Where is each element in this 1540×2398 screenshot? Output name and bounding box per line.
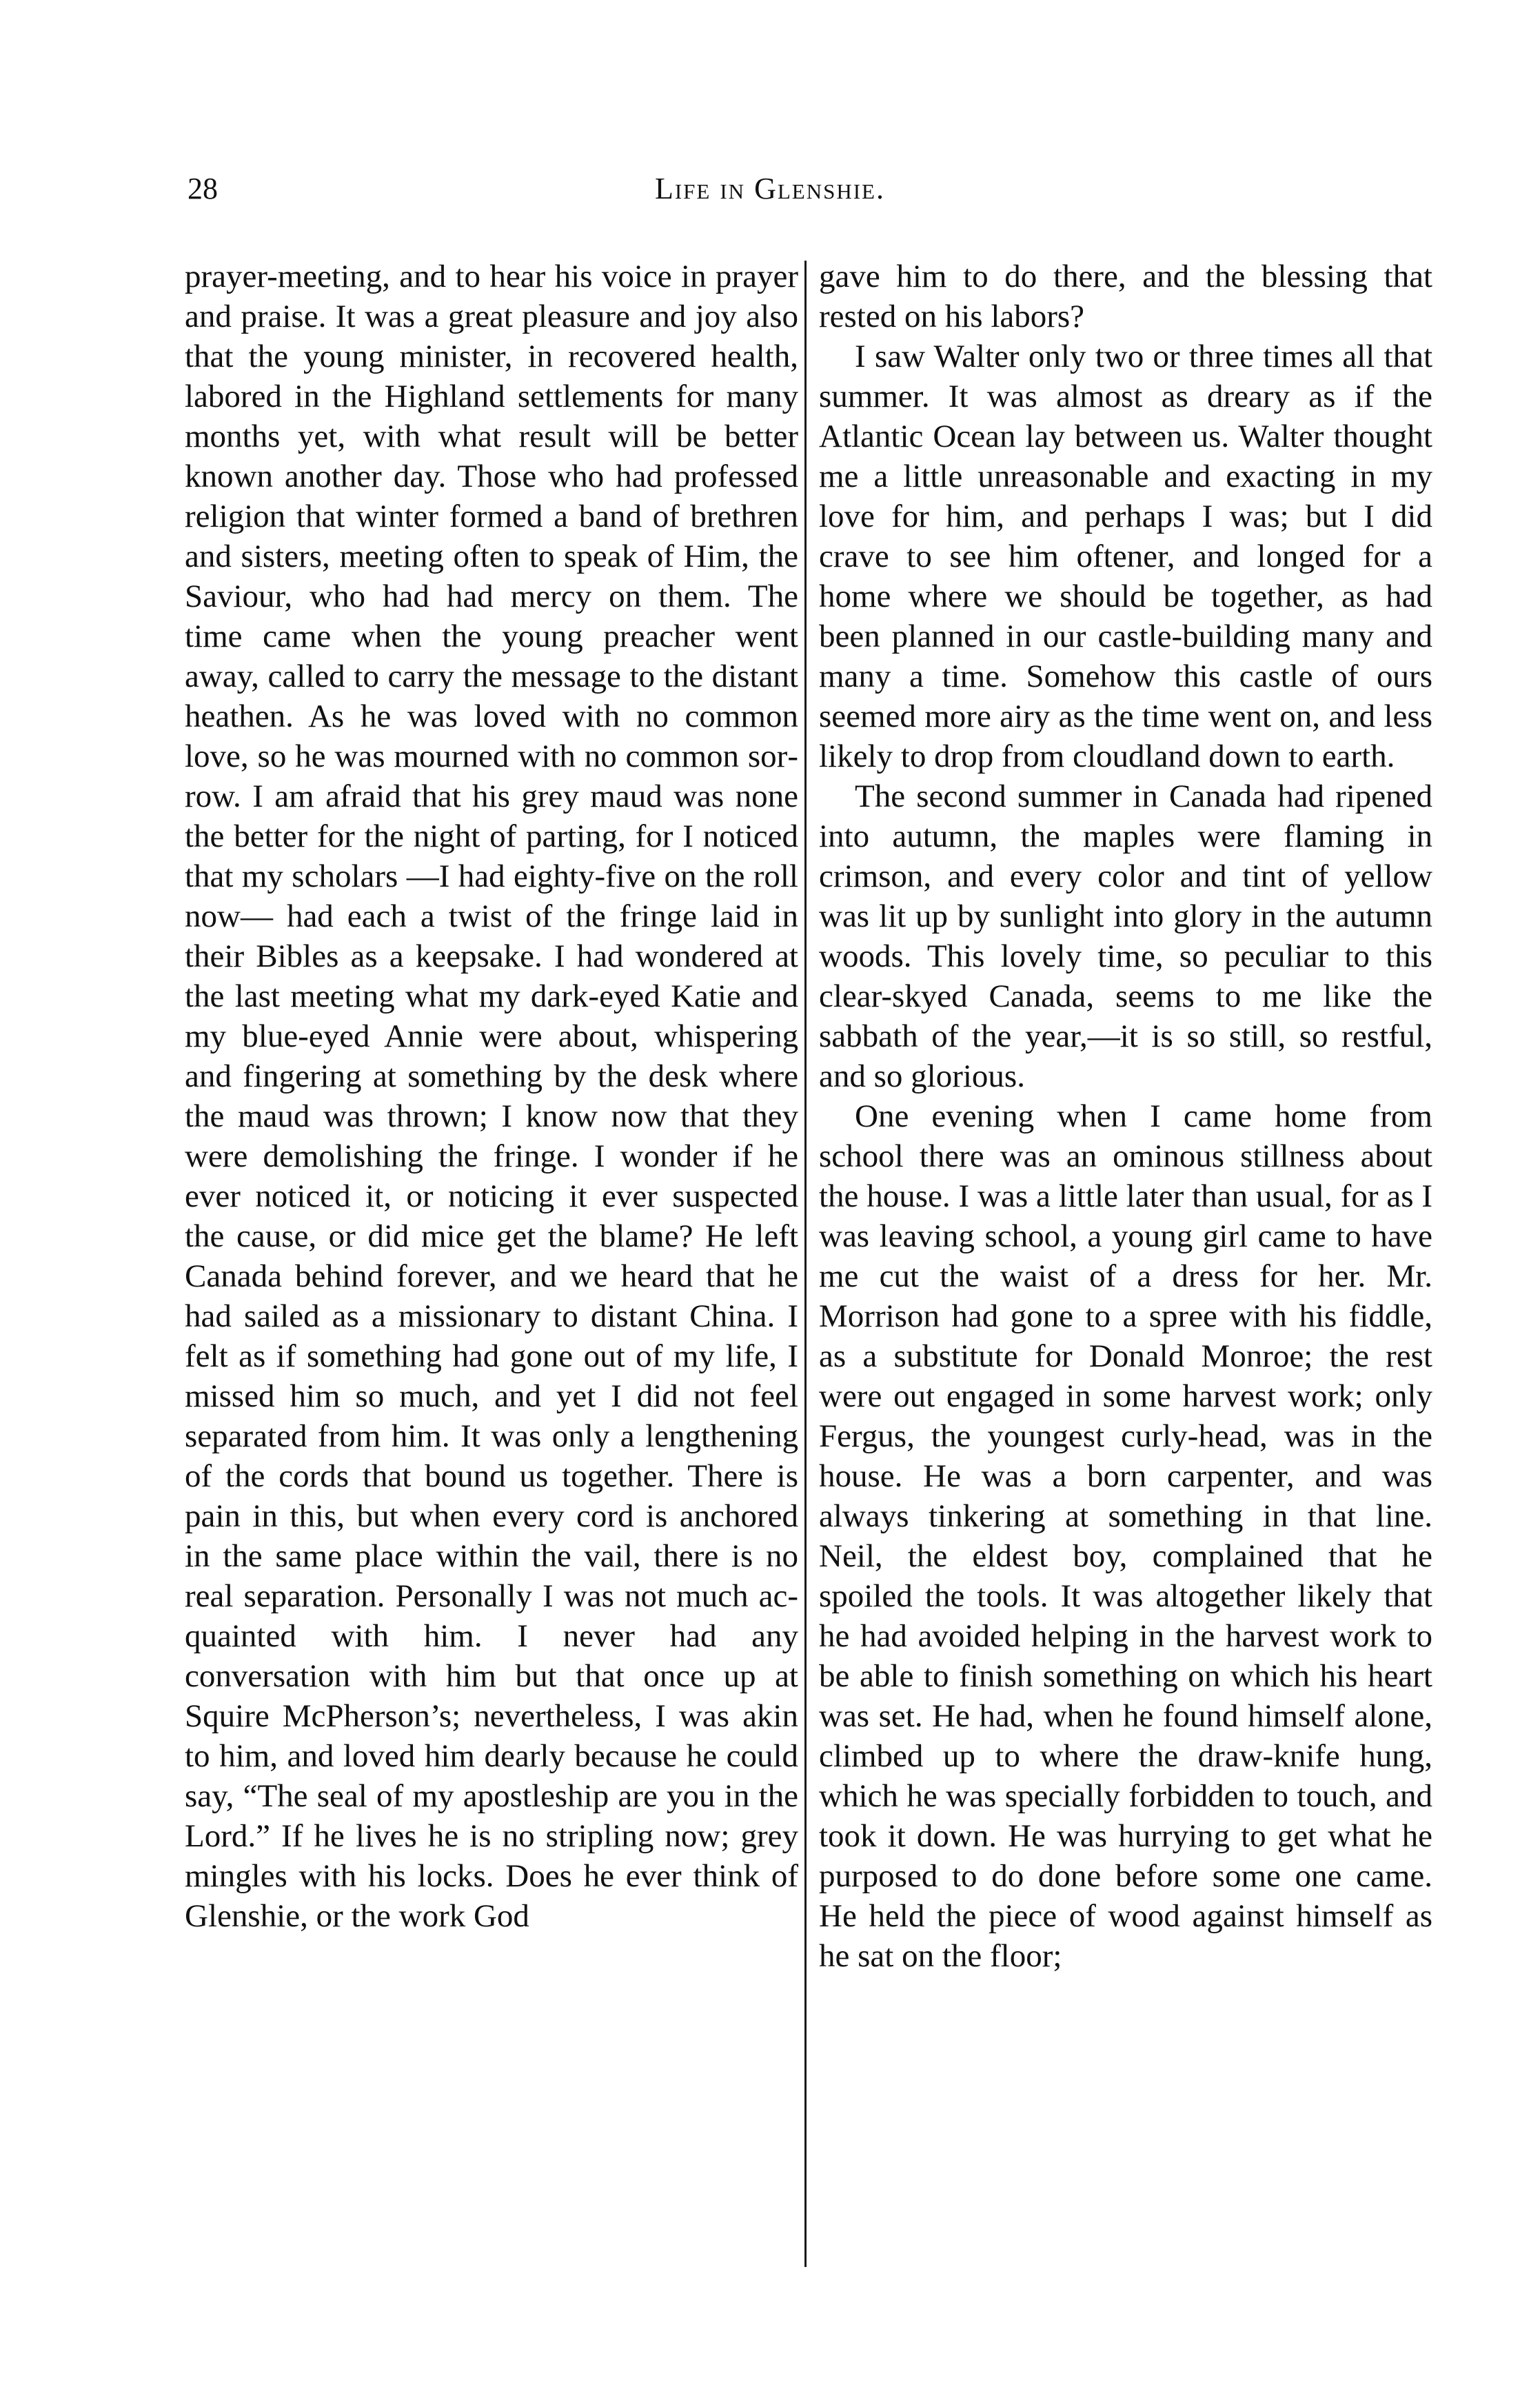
- left-text-column: [185, 256, 798, 1936]
- page-number: 28: [188, 172, 218, 205]
- column-divider: [804, 261, 807, 2267]
- paragraph: The second summer in Canada had ripened into autumn, the maples were flaming in crimson, and every color and tint of yellow was lit up by sunlight into glory in the autumn woods. This lovely time, so peculiar to this clear-skyed Canada, seems to me like the sabbath of the year,—it is so still, so restful, and so glorious.: [819, 778, 1432, 1094]
- paragraph: gave him to do there, and the blessing that rested on his labors?: [819, 259, 1432, 334]
- paragraph: One evening when I came home from school there was an ominous stillness about the house. I was a little later than usual, for as I was leaving school, a young girl came to have me cut the waist of a dress for her. Mr. Morrison had gone to a spree with his fiddle, as a substitute for Donald Monroe; the rest were out engaged in some harvest work; only Fergus, the youngest curly-head, was in the house. He was a born carpenter, and was always tinkering at something in that line. Neil, the eldest boy, complained that he spoiled the tools. It was altogether likely that he had avoided helping in the harvest work to be able to finish something on which his heart was set. He had, when he found himself alone, climbed up to where the draw-knife hung, which he was specially forbidden to touch, and took it down. He was hurrying to get what he purposed to do done before some one came. He held the piece of wood against himself as he sat on the floor;: [819, 1098, 1432, 1974]
- running-title: Life in Glenshie.: [654, 172, 885, 205]
- paragraph: prayer-meeting, and to hear his voice in prayer and praise. It was a great pleasure and joy also that the young minister, in recovered health, labored in the Highland settlements for many months yet, with what result will be better known another day. Those who had professed religion that winter formed a band of brethren and sisters, meeting often to speak of Him, the Saviour, who had had mercy on them. The time came when the young preacher went away, called to carry the message to the distant heathen. As he was loved with no common love, so he was mourned with no common sorrow. I am afraid that his grey maud was none the better for the night of parting, for I noticed that my scholars —I had eighty-five on the roll now— had each a twist of the fringe laid in their Bibles as a keepsake. I had wondered at the last meeting what my dark-eyed Katie and my blue-eyed Annie were about, whispering and fingering at something by the desk where the maud was thrown; I know now that they were demolishing the fringe. I wonder if he ever noticed it, or noticing it ever suspected the cause, or did mice get the blame? He left Canada behind forever, and we heard that he had sailed as a missionary to distant China. I felt as if something had gone out of my life, I missed him so much, and yet I did not feel separated from him. It was only a lengthening of the cords that bound us together. There is pain in this, but when every cord is anchored in the same place within the vail, there is no real separation. Personally I was not much acquainted with him. I never had any conversation with him but that once up at Squire McPherson’s; nevertheless, I was akin to him, and loved him dearly because he could say, “The seal of my apostleship are you in the Lord.” If he lives he is no stripling now; grey mingles with his locks. Does he ever think of Glenshie, or the work God: [185, 259, 798, 1934]
- paragraph: I saw Walter only two or three times all that summer. It was almost as dreary as if the Atlantic Ocean lay between us. Walter thought me a little unreasonable and exacting in my love for him, and perhaps I was; but I did crave to see him oftener, and longed for a home where we should be together, as had been planned in our castle-building many and many a time. Somehow this castle of ours seemed more airy as the time went on, and less likely to drop from cloudland down to earth.: [819, 339, 1432, 774]
- right-text-column: [819, 256, 1432, 1976]
